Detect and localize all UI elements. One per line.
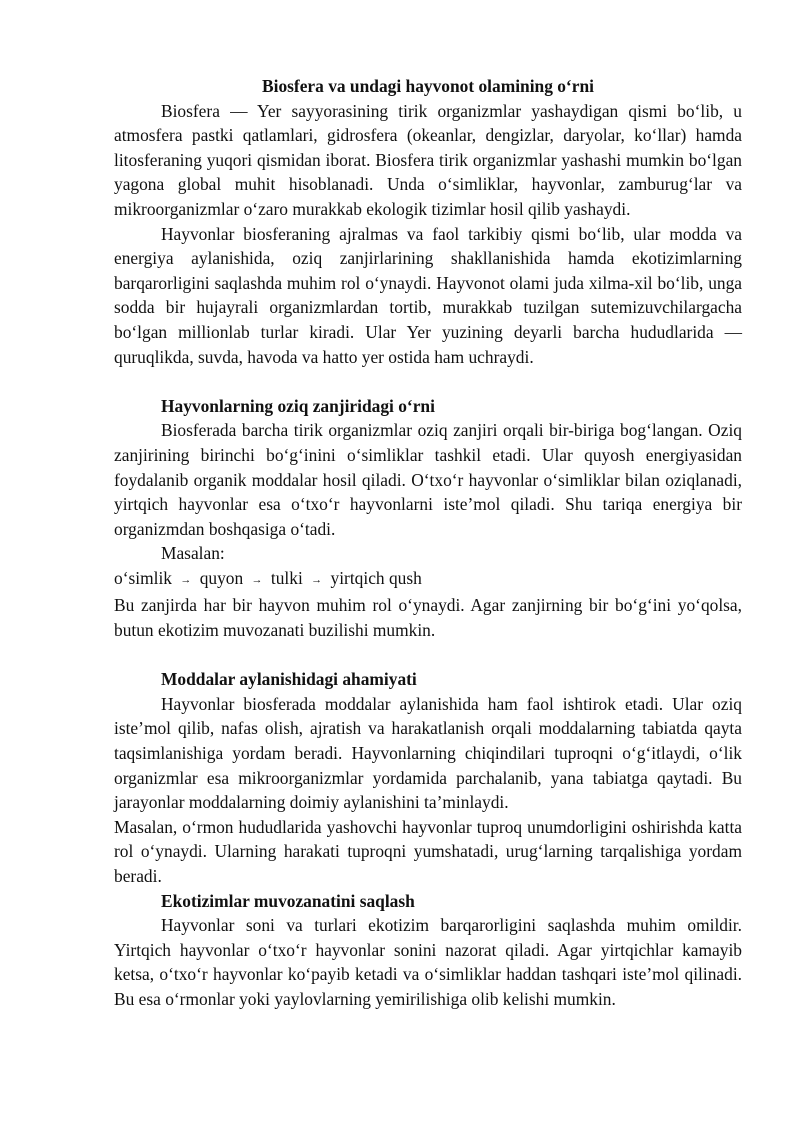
section-gap — [114, 643, 742, 668]
arrow-right-icon: → — [311, 573, 323, 586]
food-chain-heading: Hayvonlarning oziq zanjiridagi oʻrni — [161, 395, 435, 416]
food-chain-paragraph: Biosferada barcha tirik organizmlar oziq zanjiri orqali bir-biriga bogʻlangan. Oziq zanjirining birinchi boʻgʻinini oʻsimliklar tashkil etadi. Ular quyosh energiyasidan foydalanib organik moddalar hosil qiladi. Oʻtxoʻr hayvonlar oʻsimliklar bilan oziqlanadi, yirtqich hayvonlar esa oʻtxoʻr hayvonlarni isteʼmol qiladi. Shu tariqa energiya bir organizmdan boshqasiga oʻtadi. — [114, 420, 742, 539]
intro-paragraph-1: Biosfera — Yer sayyorasining tirik organizmlar yashaydigan qismi boʻlib, u atmosfera pastki qatlamlari, gidrosfera (okeanlar, dengizlar, daryolar, koʻllar) hamda litosferaning yuqori qismidan iborat. Biosfera tirik organizmlar yashashi mumkin boʻlgan yagona global muhit hisoblanadi. Unda oʻsimliklar, hayvonlar, zamburugʻlar va mikroorganizmlar oʻzaro murakkab ekologik tizimlar hosil qilib yashaydi. — [114, 100, 742, 219]
chain-item: quyon — [199, 567, 244, 588]
food-chain-conclusion: Bu zanjirda har bir hayvon muhim rol oʻynaydi. Agar zanjirning bir boʻgʻini yoʻqolsa, butun ekotizim muvozanati buzilishi mumkin. — [114, 595, 742, 641]
example-label: Masalan: — [161, 543, 225, 564]
balance-heading: Ekotizimlar muvozanatini saqlash — [161, 890, 415, 911]
cycle-paragraph: Hayvonlar biosferada moddalar aylanishida ham faol ishtirok etadi. Ular oziq isteʼmol qilib, nafas olish, ajratish va harakatlanish orqali moddalarning tabiatda qayta taqsimlanishiga yordam beradi. Hayvonlarning chiqindilari tuproqni oʻgʻitlaydi, oʻlik organizmlar esa mikroorganizmlar yordamida parchalanib, yana tabiatga qaytadi. Bu jarayonlar moddalarning doimiy aylanishini taʼminlaydi. — [114, 693, 742, 813]
cycle-example: Masalan, oʻrmon hududlarida yashovchi hayvonlar tuproq unumdorligini oshirishda katta rol oʻynaydi. Ularning harakati tuproqni yumshatadi, urugʻlarning tarqalishiga yordam beradi. — [114, 816, 742, 886]
balance-paragraph: Hayvonlar soni va turlari ekotizim barqarorligini saqlashda muhim omildir. Yirtqich hayvonlar oʻtxoʻr hayvonlar sonini nazorat qiladi. Agar yirtqichlar kamayib ketsa, oʻtxoʻr hayvonlar koʻpayib ketadi va oʻsimliklar haddan tashqari isteʼmol qilinadi. Bu esa oʻrmonlar yoki yaylovlarning yemirilishiga olib kelishi mumkin. — [114, 915, 742, 1009]
chain-item: yirtqich qush — [330, 567, 422, 588]
chain-item: tulki — [270, 567, 303, 588]
food-chain-line — [114, 566, 742, 594]
arrow-right-icon: → — [251, 573, 263, 586]
document-title: Biosfera va undagi hayvonot olamining oʻrni — [262, 76, 594, 96]
section-gap — [114, 369, 742, 394]
cycle-heading: Moddalar aylanishidagi ahamiyati — [161, 669, 417, 690]
document-page — [114, 74, 742, 1012]
intro-paragraph-2: Hayvonlar biosferaning ajralmas va faol tarkibiy qismi boʻlib, ular modda va energiya aylanishida, oziq zanjirlarining shakllanishida hamda ekotizimlarning barqarorligini saqlashda muhim rol oʻynaydi. Hayvonot olami juda xilma-xil boʻlib, unga sodda bir hujayrali organizmlardan tortib, murakkab tuzilgan sutemizuvchilargacha boʻlgan millionlab turlar kiradi. Ular Yer yuzining deyarli barcha hududlarida — quruqlikda, suvda, havoda va hatto yer ostida ham uchraydi. — [114, 223, 742, 367]
arrow-right-icon: → — [180, 573, 192, 586]
chain-item: oʻsimlik — [114, 567, 172, 588]
